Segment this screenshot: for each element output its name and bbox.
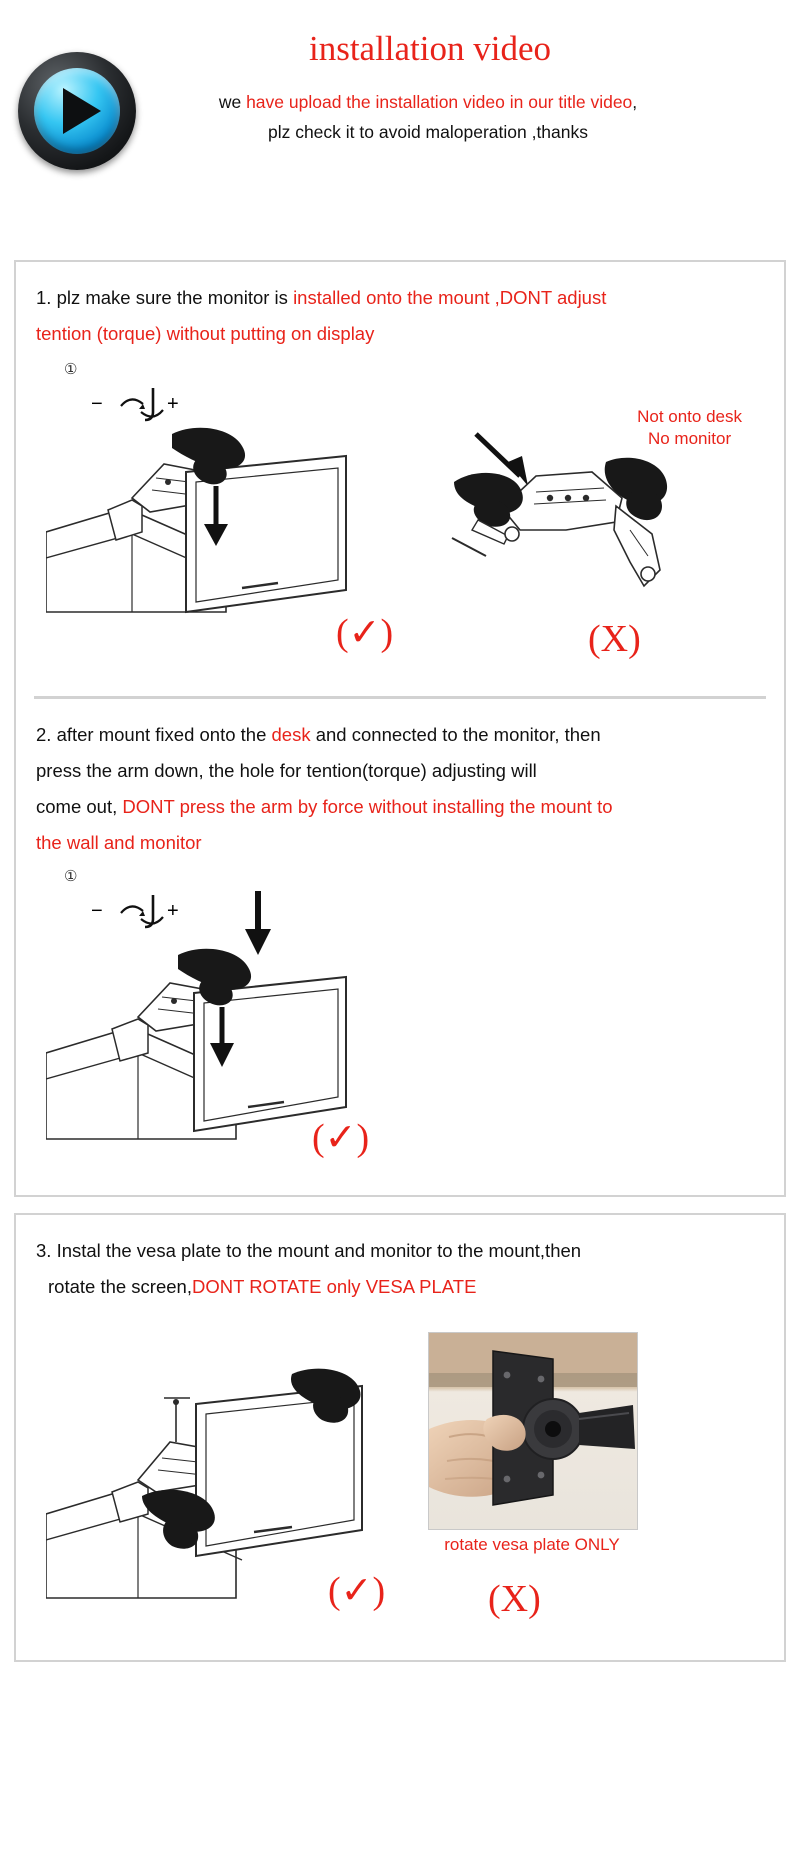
hand-holding-vesa-plate-photo: [428, 1332, 638, 1530]
step-2-section: [16, 699, 784, 1195]
step-2-good-mark: (✓): [312, 1117, 370, 1160]
step-2-text-part-2: and connected to the monitor, then: [310, 724, 601, 746]
step-2-text-part-3: press the arm down, the hole for tention(torque) adjusting will: [36, 760, 537, 782]
step-1-circle-number: ①: [64, 361, 78, 379]
step-2-figure: [36, 861, 764, 1181]
step-3-box: [14, 1213, 786, 1661]
step-1-bad-mark: (X): [588, 618, 641, 661]
header-section: [0, 0, 800, 244]
step-2-text-part-6: the wall and monitor: [36, 832, 202, 854]
step-1-warning-line-2: No monitor: [647, 429, 732, 449]
header-line-1-red: have upload the installation video in our title video: [246, 91, 633, 112]
step-3-good-mark: (✓): [328, 1569, 386, 1612]
step-3-section: [16, 1215, 784, 1659]
svg-text:−: −: [91, 900, 103, 923]
step-1-warning: [637, 406, 742, 450]
photo-caption-text: rotate vesa plate ONLY: [444, 1534, 620, 1554]
page-title: installation video: [308, 29, 552, 68]
monitor-on-mount-correct-illustration: [46, 412, 406, 642]
step-3-text-part-0: 3. Instal the vesa plate to the mount and monitor to the mount,then: [36, 1240, 582, 1262]
photo-caption: [428, 1534, 636, 1556]
step-3-figure: [36, 1306, 764, 1646]
step-3-text-part-1: rotate the screen,: [48, 1276, 192, 1298]
play-icon-inner: [34, 68, 120, 154]
step-1-text: [36, 280, 764, 352]
step-1-text-part-0: 1. plz make sure the monitor is: [36, 287, 294, 308]
step-1-text-part-1: installed onto the mount ,DONT adjust: [293, 287, 607, 308]
step-1-figure: [36, 352, 764, 682]
svg-text:+: +: [167, 393, 179, 416]
step-2-text: [36, 717, 764, 861]
step-2-text-part-5: DONT press the arm by force without installing the mount to: [122, 796, 613, 818]
step-1-text-part-2: tention (torque) without putting on display: [36, 323, 375, 345]
play-button-icon[interactable]: [18, 52, 136, 170]
step-1-good-mark: (✓): [336, 612, 394, 655]
step-2-text-part-4: come out,: [36, 796, 123, 818]
play-triangle-icon: [63, 88, 101, 134]
step-3-text-part-2: DONT ROTATE only VESA PLATE: [191, 1276, 477, 1298]
step-3-text: [36, 1233, 764, 1305]
step-1-warning-line-1: Not onto desk: [637, 407, 742, 427]
step-3-bad-mark: (X): [488, 1577, 541, 1620]
header-line-2: plz check it to avoid maloperation ,thanks: [267, 122, 589, 143]
svg-text:+: +: [167, 900, 179, 923]
step-2-circle-number: ①: [64, 868, 78, 886]
step-2-text-part-1: desk: [271, 724, 311, 746]
step-1-section: [16, 262, 784, 696]
step-2-text-part-0: 2. after mount fixed onto the: [36, 724, 272, 746]
header-line-1-prefix: we: [218, 91, 247, 112]
svg-text:−: −: [91, 393, 103, 416]
step-1-2-box: [14, 260, 786, 1197]
header-line-1-suffix: ,: [632, 91, 638, 112]
rotate-screen-correct-illustration: [46, 1346, 446, 1616]
